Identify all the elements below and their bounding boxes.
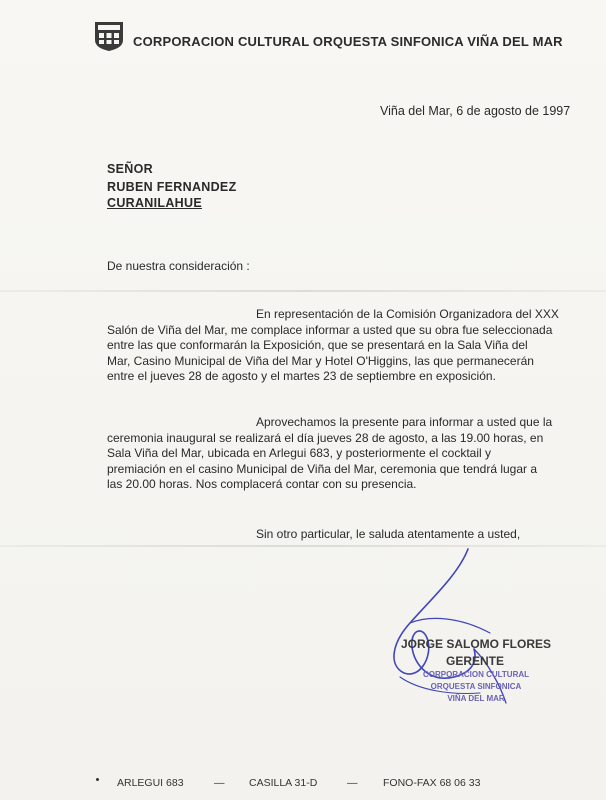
signatory-title: GERENTE xyxy=(446,654,505,668)
footer-po-box: CASILLA 31-D xyxy=(249,777,318,789)
paragraph-line: ceremonia inaugural se realizará el día jueves 28 de agosto, a las 19.00 horas, en xyxy=(107,430,544,445)
paragraph-line: Mar, Casino Municipal de Viña del Mar y Hotel O'Higgins, las que permanecerán xyxy=(107,353,534,368)
recipient-title: SEÑOR xyxy=(107,162,153,176)
paragraph-line: las 20.00 horas. Nos complacerá contar con su presencia. xyxy=(107,477,417,491)
body-paragraph-1 xyxy=(107,307,567,385)
footer-phone: FONO-FAX 68 06 33 xyxy=(383,777,481,789)
official-stamp xyxy=(408,669,544,705)
salutation: De nuestra consideración : xyxy=(107,259,250,273)
stamp-line: CORPORACION CULTURAL xyxy=(422,670,530,679)
paragraph-line: Salón de Viña del Mar, me complace informar a usted que su obra fue seleccionada xyxy=(107,322,553,337)
body-paragraph-2 xyxy=(107,415,567,493)
paragraph-line: entre las que conformarán la Exposición, que se presentará en la Sala Viña del xyxy=(107,338,528,352)
footer-separator: — xyxy=(347,777,358,789)
recipient-name: RUBEN FERNANDEZ xyxy=(107,180,237,194)
paragraph-line: premiación en el casino Municipal de Viña del Mar, ceremonia que tendrá lugar a xyxy=(107,461,538,476)
footer-address: ARLEGUI 683 xyxy=(117,777,184,789)
paragraph-line: entre el jueves 28 de agosto y el martes 23 de septiembre en exposición. xyxy=(107,369,496,383)
paragraph-line: En representación de la Comisión Organizadora del XXX xyxy=(256,307,559,321)
paragraph-line: Aprovechamos la presente para informar a usted que la xyxy=(256,415,553,429)
signatory-name: JORGE SALOMO FLORES xyxy=(401,637,552,651)
stamp-line: VIÑA DEL MAR xyxy=(447,694,505,703)
closing-line: Sin otro particular, le saluda atentamente a usted, xyxy=(256,527,521,541)
orchestra-shield-icon xyxy=(93,20,125,52)
stamp-line: ORQUESTA SINFONICA xyxy=(430,682,522,691)
date-line: Viña del Mar, 6 de agosto de 1997 xyxy=(380,104,571,118)
footer-separator: — xyxy=(214,777,225,789)
organization-name: CORPORACION CULTURAL ORQUESTA SINFONICA VIÑA DEL MAR xyxy=(133,34,563,49)
paragraph-line: Sala Viña del Mar, ubicada en Arlegui 683, y posteriormente el cocktail y xyxy=(107,446,491,460)
paper-fold xyxy=(0,290,606,292)
footer-bullet xyxy=(96,778,99,781)
recipient-city: CURANILAHUE xyxy=(107,196,202,210)
paper-fold xyxy=(0,545,606,547)
